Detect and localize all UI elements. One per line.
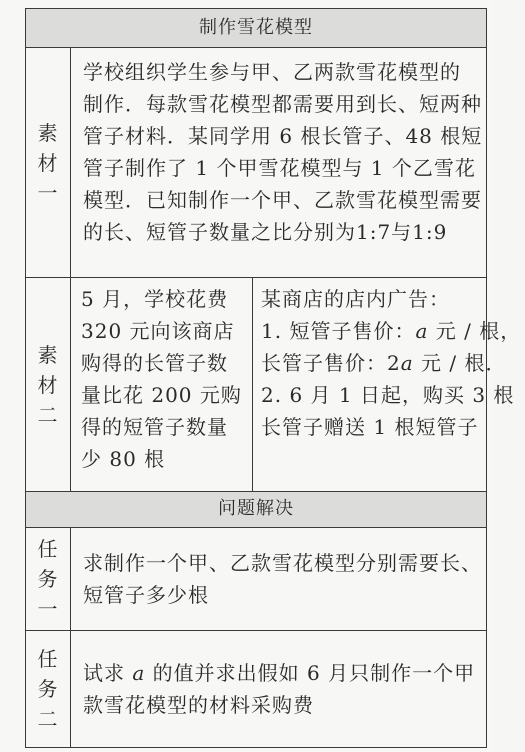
- text-line: 2. 6 月 1 日起，购买 3 根: [261, 383, 515, 407]
- label-char: 材: [37, 372, 59, 397]
- text-line: 学校组织学生参与甲、乙两款雪花模型的: [83, 60, 461, 84]
- text-line: 购得的长管子数: [81, 351, 228, 375]
- material-one-label: [26, 48, 71, 277]
- text-fragment: 长管子售价：2: [261, 351, 401, 375]
- material-one-row: [26, 48, 486, 278]
- text-line: 长管子赠送 1 根短管子: [261, 415, 479, 439]
- label-char: 素: [37, 342, 59, 367]
- label-char: 素: [37, 120, 59, 145]
- task-one-row: [26, 528, 486, 631]
- variable-a: a: [400, 351, 414, 375]
- task-two-text: [71, 631, 486, 747]
- text-line: 模型．已知制作一个甲、乙款雪花模型需要: [83, 188, 482, 212]
- text-fragment: 元 / 根，: [428, 319, 522, 343]
- text-line: 量比花 200 元购: [81, 383, 242, 407]
- text-line: 少 80 根: [81, 447, 166, 471]
- task-one-text: [71, 528, 490, 630]
- label-char: 二: [37, 707, 59, 731]
- label-char: 一: [37, 180, 59, 205]
- label-char: 一: [37, 597, 59, 621]
- text-line: 得的短管子数量: [81, 415, 228, 439]
- text-line: 管子制作了 1 个甲雪花模型与 1 个乙雪花: [83, 156, 476, 180]
- text-fragment: 元 / 根．: [413, 351, 507, 375]
- section-title: 问题解决: [218, 498, 294, 520]
- text-line: [261, 347, 521, 379]
- task-table: [25, 8, 522, 748]
- text-line: 短管子多少根: [83, 583, 209, 607]
- text-fragment: 试求: [83, 661, 133, 685]
- material-two-label: [26, 278, 71, 491]
- label-char: 材: [37, 150, 59, 175]
- text-line: [261, 315, 521, 347]
- text-line: 的长、短管子数量之比分别为1:7与1:9: [83, 220, 448, 244]
- label-char: 务: [37, 677, 59, 701]
- text-line: 管子材料．某同学用 6 根长管子、48 根短: [83, 124, 483, 148]
- text-line: 5 月，学校花费: [81, 287, 229, 311]
- store-ad-cell: [253, 278, 525, 491]
- section-title-row: [26, 492, 486, 528]
- label-char: 二: [37, 402, 59, 427]
- task-one-label: [26, 528, 71, 630]
- task-two-label: [26, 631, 71, 747]
- text-line: 某商店的店内广告：: [261, 287, 450, 311]
- variable-a: a: [415, 319, 429, 343]
- label-char: 任: [37, 537, 59, 561]
- purchase-info-cell: [71, 278, 253, 491]
- material-two-row: [26, 278, 522, 492]
- material-one-text: [71, 48, 490, 277]
- table-title: 制作雪花模型: [199, 16, 313, 38]
- variable-a: a: [132, 661, 146, 685]
- task-two-row: [26, 631, 486, 747]
- text-line: 制作．每款雪花模型都需要用到长、短两种: [83, 92, 482, 116]
- label-char: 任: [37, 647, 59, 671]
- text-fragment: 1. 短管子售价：: [261, 319, 416, 343]
- table-title-row: [26, 9, 486, 48]
- text-fragment: 的值并求出假如 6 月只制作一个甲: [145, 661, 476, 685]
- label-char: 务: [37, 567, 59, 591]
- text-line: 款雪花模型的材料采购费: [83, 693, 314, 717]
- text-line: 320 元向该商店: [81, 319, 235, 343]
- text-line: [83, 657, 475, 689]
- text-line: 求制作一个甲、乙款雪花模型分别需要长、: [83, 551, 482, 575]
